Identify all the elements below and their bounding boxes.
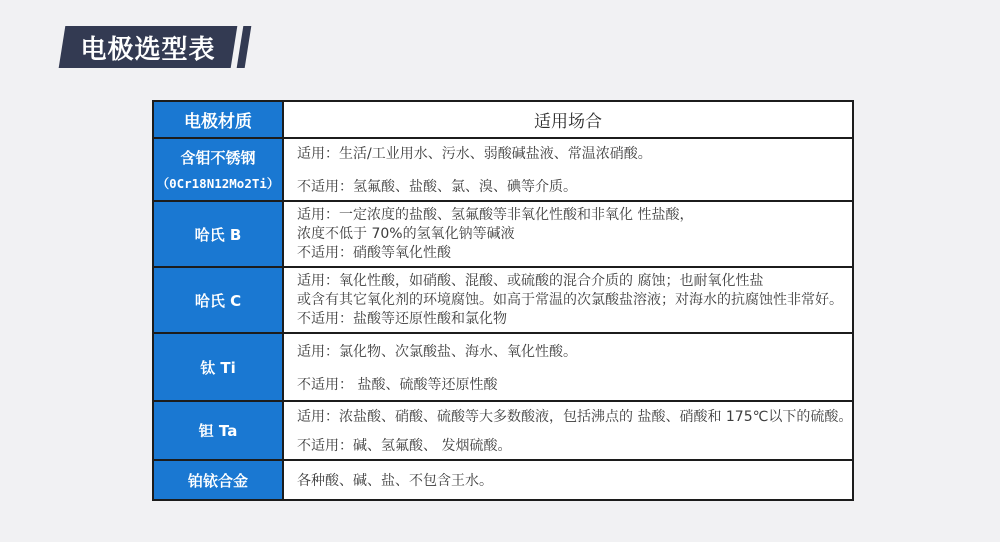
table-row	[153, 333, 853, 401]
material-grade: （0Cr18N12Mo2Ti）	[156, 176, 280, 191]
table-row	[153, 138, 853, 201]
electrode-selection-table	[152, 100, 854, 501]
usage-cell	[283, 138, 853, 201]
usage-line: 不适用：盐酸等还原性酸和氯化物	[297, 311, 507, 327]
page-title-banner	[62, 26, 246, 68]
table-row	[153, 201, 853, 267]
usage-cell	[283, 333, 853, 401]
usage-line: 或含有其它氧化剂的环境腐蚀。如高于常温的次氯酸盐溶液；对海水的抗腐蚀性非常好。	[297, 292, 843, 308]
usage-line: 不适用：氢氟酸、盐酸、氯、溴、碘等介质。	[297, 179, 577, 195]
column-header-usage: 适用场合	[283, 101, 853, 138]
usage-line: 浓度不低于 70%的氢氧化钠等碱液	[297, 226, 515, 242]
usage-cell	[283, 267, 853, 333]
usage-line: 适用：氯化物、次氯酸盐、海水、氧化性酸。	[297, 343, 577, 360]
usage-line: 适用：浓盐酸、硝酸、硫酸等大多数酸液，包括沸点的 盐酸、硝酸和 175℃以下的硫酸。	[297, 409, 853, 425]
material-cell	[153, 138, 283, 201]
material-name: 含钼不锈钢	[180, 149, 256, 167]
usage-line: 适用：生活/工业用水、污水、弱酸碱盐液、常温浓硝酸。	[297, 146, 652, 162]
material-cell: 钛 Ti	[153, 333, 283, 401]
material-cell: 哈氏 C	[153, 267, 283, 333]
usage-line: 不适用： 盐酸、硫酸等还原性酸	[297, 376, 498, 393]
usage-line: 不适用：硝酸等氧化性酸	[297, 245, 451, 261]
material-cell: 铂铱合金	[153, 460, 283, 500]
usage-cell	[283, 201, 853, 267]
material-cell: 钽 Ta	[153, 401, 283, 460]
table-header-row	[153, 101, 853, 138]
table-row	[153, 401, 853, 460]
usage-cell	[283, 460, 853, 500]
usage-line: 不适用：碱、氢氟酸、 发烟硫酸。	[297, 438, 512, 454]
usage-line: 适用：氧化性酸，如硝酸、混酸、或硫酸的混合介质的 腐蚀；也耐氧化性盐	[297, 273, 764, 289]
usage-cell	[283, 401, 853, 460]
page-title: 电极选型表	[80, 34, 216, 65]
usage-line: 适用：一定浓度的盐酸、氢氟酸等非氧化性酸和非氧化 性盐酸，	[297, 207, 694, 223]
material-cell: 哈氏 B	[153, 201, 283, 267]
banner-accent-sliver	[237, 26, 252, 68]
usage-line: 各种酸、碱、盐、不包含王水。	[297, 473, 493, 489]
table-row	[153, 460, 853, 500]
table-row	[153, 267, 853, 333]
column-header-material: 电极材质	[153, 101, 283, 138]
